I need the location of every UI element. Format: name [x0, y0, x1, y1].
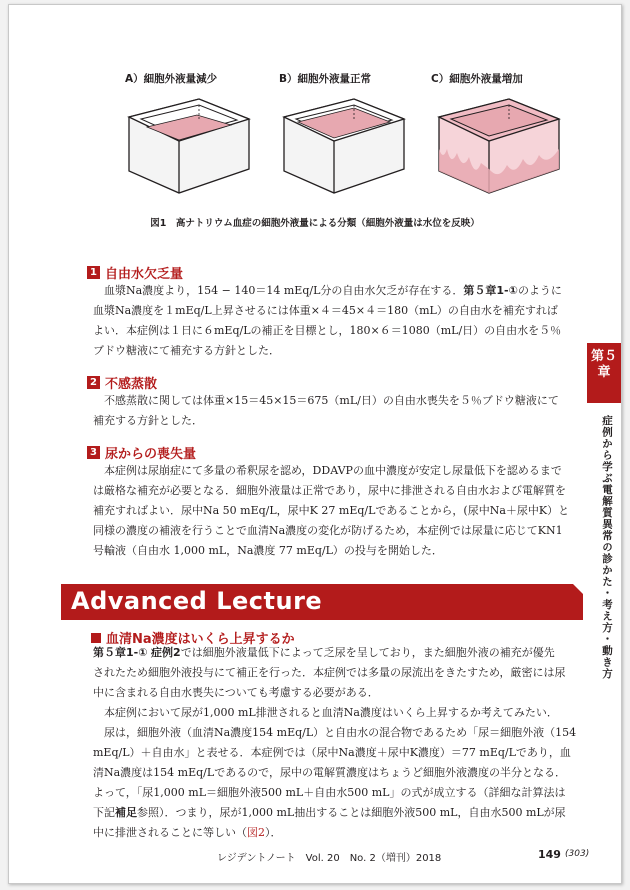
- advanced-lecture-title: Advanced Lecture: [71, 587, 323, 615]
- journal-info: レジデントノート Vol. 20 No. 2（増刊）2018: [217, 853, 442, 864]
- section-title: 自由水欠乏量: [105, 267, 184, 282]
- text-run: よって，「尿1,000 mL＝細胞外液500 mL＋自由水500 mL」の式が成立する（詳細な計算法は: [93, 786, 566, 799]
- section-number-badge: 2: [87, 376, 100, 389]
- text-line: [93, 481, 589, 501]
- text-run: 本症例において尿が1,000 mL排泄されると血清Na濃度はいくら上昇するか考えてみたい．: [104, 706, 558, 719]
- text-line: [93, 541, 589, 561]
- text-run: されたため細胞外液投与にて補正を行った．本症例では多量の尿流出をきたすため，厳密には尿: [93, 666, 566, 679]
- text-run: 号輸液（自由水 1,000 mL，Na濃度 77 mEq/L）の投与を開始した．: [93, 544, 443, 557]
- section-1-heading: [87, 263, 183, 282]
- text-line: [93, 743, 589, 763]
- text-line: [93, 521, 589, 541]
- text-line: [93, 723, 589, 743]
- text-run: 補充すればよい．尿中Na 50 mEq/L，尿中K 27 mEq/Lであることから，(尿中Na＋尿中K）と: [93, 504, 570, 517]
- bold-reference: 第５章1-①: [463, 284, 518, 297]
- container-b-illustration: [284, 99, 404, 193]
- chapter-tab: [587, 343, 621, 403]
- section-2-heading: [87, 373, 157, 392]
- text-run: ブドウ糖液にて補充する方針とした．: [93, 344, 280, 357]
- section-title: 尿からの喪失量: [105, 447, 197, 462]
- text-run: 清Na濃度は154 mEq/Lであるので，尿中の電解質濃度はちょうど細胞外液濃度の半分となる．: [93, 766, 566, 779]
- advanced-lecture-banner: [61, 584, 583, 620]
- text-run: のように: [517, 284, 562, 297]
- text-line: [93, 703, 589, 723]
- text-run: 参照）．つまり，尿が1,000 mL抽出することは細胞外液500 mL，自由水500 mLが尿: [137, 806, 566, 819]
- page-footer: [9, 849, 621, 865]
- text-line: [93, 301, 589, 321]
- container-a-illustration: [129, 99, 249, 193]
- square-bullet-icon: [91, 633, 101, 643]
- text-line: [93, 783, 589, 803]
- text-run: では細胞外液量低下によって乏尿を呈しており，また細胞外液の補充が優先: [180, 646, 555, 659]
- figure-caption-c: C）細胞外液量増加: [431, 73, 523, 85]
- text-line: [93, 803, 589, 823]
- section-3-heading: [87, 443, 196, 462]
- page-number: 149: [538, 848, 561, 861]
- text-line: [93, 321, 589, 341]
- text-run: は厳格な補充が必要となる．細胞外液量は正常であり，尿中に排泄される自由水および電解質を: [93, 484, 566, 497]
- banner-corner-cut: [573, 584, 583, 594]
- chapter-side-title: 症例から学ぶ電解質異常の診かた・考え方・動き方: [601, 415, 613, 680]
- text-line: [93, 823, 589, 843]
- section-3-body: [93, 461, 589, 561]
- section-1-body: [93, 281, 589, 361]
- text-run: 下記: [93, 806, 115, 819]
- section-title: 不感蒸散: [105, 377, 158, 392]
- bold-reference: 第５章1-①: [93, 646, 148, 659]
- text-run: ）．: [265, 826, 282, 839]
- section-number-badge: 3: [87, 446, 100, 459]
- advanced-subheading-text: 血清Na濃度はいくら上昇するか: [106, 632, 295, 647]
- text-run: 中に含まれる自由水喪失についても考慮する必要がある．: [93, 686, 379, 699]
- text-line: [93, 763, 589, 783]
- container-c-illustration: [439, 99, 559, 193]
- text-line: [93, 501, 589, 521]
- page-number-secondary: (303): [565, 849, 590, 859]
- text-line: [93, 663, 589, 683]
- document-page: [8, 4, 622, 884]
- text-line: [93, 281, 589, 301]
- text-run: 血漿Na濃度より，154 − 140＝14 mEq/L分の自由水欠乏が存在する．: [104, 284, 464, 297]
- section-2-body: [93, 391, 589, 431]
- advanced-lecture-body: [93, 643, 589, 843]
- figure-reference-link[interactable]: 図2: [247, 826, 265, 839]
- section-number-badge: 1: [87, 266, 100, 279]
- text-run: 本症例は尿崩症にて多量の希釈尿を認め，DDAVPの血中濃度が安定し尿量低下を認めるまで: [104, 464, 562, 477]
- text-line: [93, 341, 589, 361]
- text-line: [93, 683, 589, 703]
- figure-caption-a: A）細胞外液量減少: [125, 73, 218, 85]
- text-run: 尿は，細胞外液（血清Na濃度154 mEq/L）と自由水の混合物であるため「尿＝細胞外液（154: [104, 726, 577, 739]
- text-run: 補充する方針とした．: [93, 414, 203, 427]
- bold-reference: 補足: [115, 806, 137, 819]
- figure-title: 図1 高ナトリウム血症の細胞外液量による分類（細胞外液量は水位を反映）: [150, 218, 480, 229]
- bold-reference: 症例2: [151, 646, 181, 659]
- figure-caption-b: B）細胞外液量正常: [279, 73, 372, 85]
- text-run: mEq/L）＋自由水」と表せる．本症例では（尿中Na濃度＋尿中K濃度）＝77 mEq/Lであり，血: [93, 746, 571, 759]
- text-run: 中に排泄されることに等しい（: [93, 826, 247, 839]
- text-line: [93, 391, 589, 411]
- text-line: [93, 461, 589, 481]
- figure-captions: [9, 71, 621, 87]
- text-line: [93, 411, 589, 431]
- text-run: 同様の濃度の補液を行うことで血清Na濃度の変化が防げるため，本症例では尿量に応じてKN1: [93, 524, 563, 537]
- figure-1-illustration: [109, 89, 569, 209]
- text-line: [93, 643, 589, 663]
- chapter-tab-suffix: 章: [597, 365, 611, 380]
- text-run: よい．本症例は１日に６mEq/Lの補正を目標とし，180×６＝1080（mL/日）の自由水を５％: [93, 324, 562, 337]
- text-run: 不感蒸散に関しては体重×15＝45×15＝675（mL/日）の自由水喪失を５％ブドウ糖液にて: [104, 394, 559, 407]
- chapter-tab-number: 第５: [590, 349, 617, 364]
- text-run: 血漿Na濃度を１mEq/L上昇させるには体重×４＝45×４＝180（mL）の自由水を補充すれば: [93, 304, 558, 317]
